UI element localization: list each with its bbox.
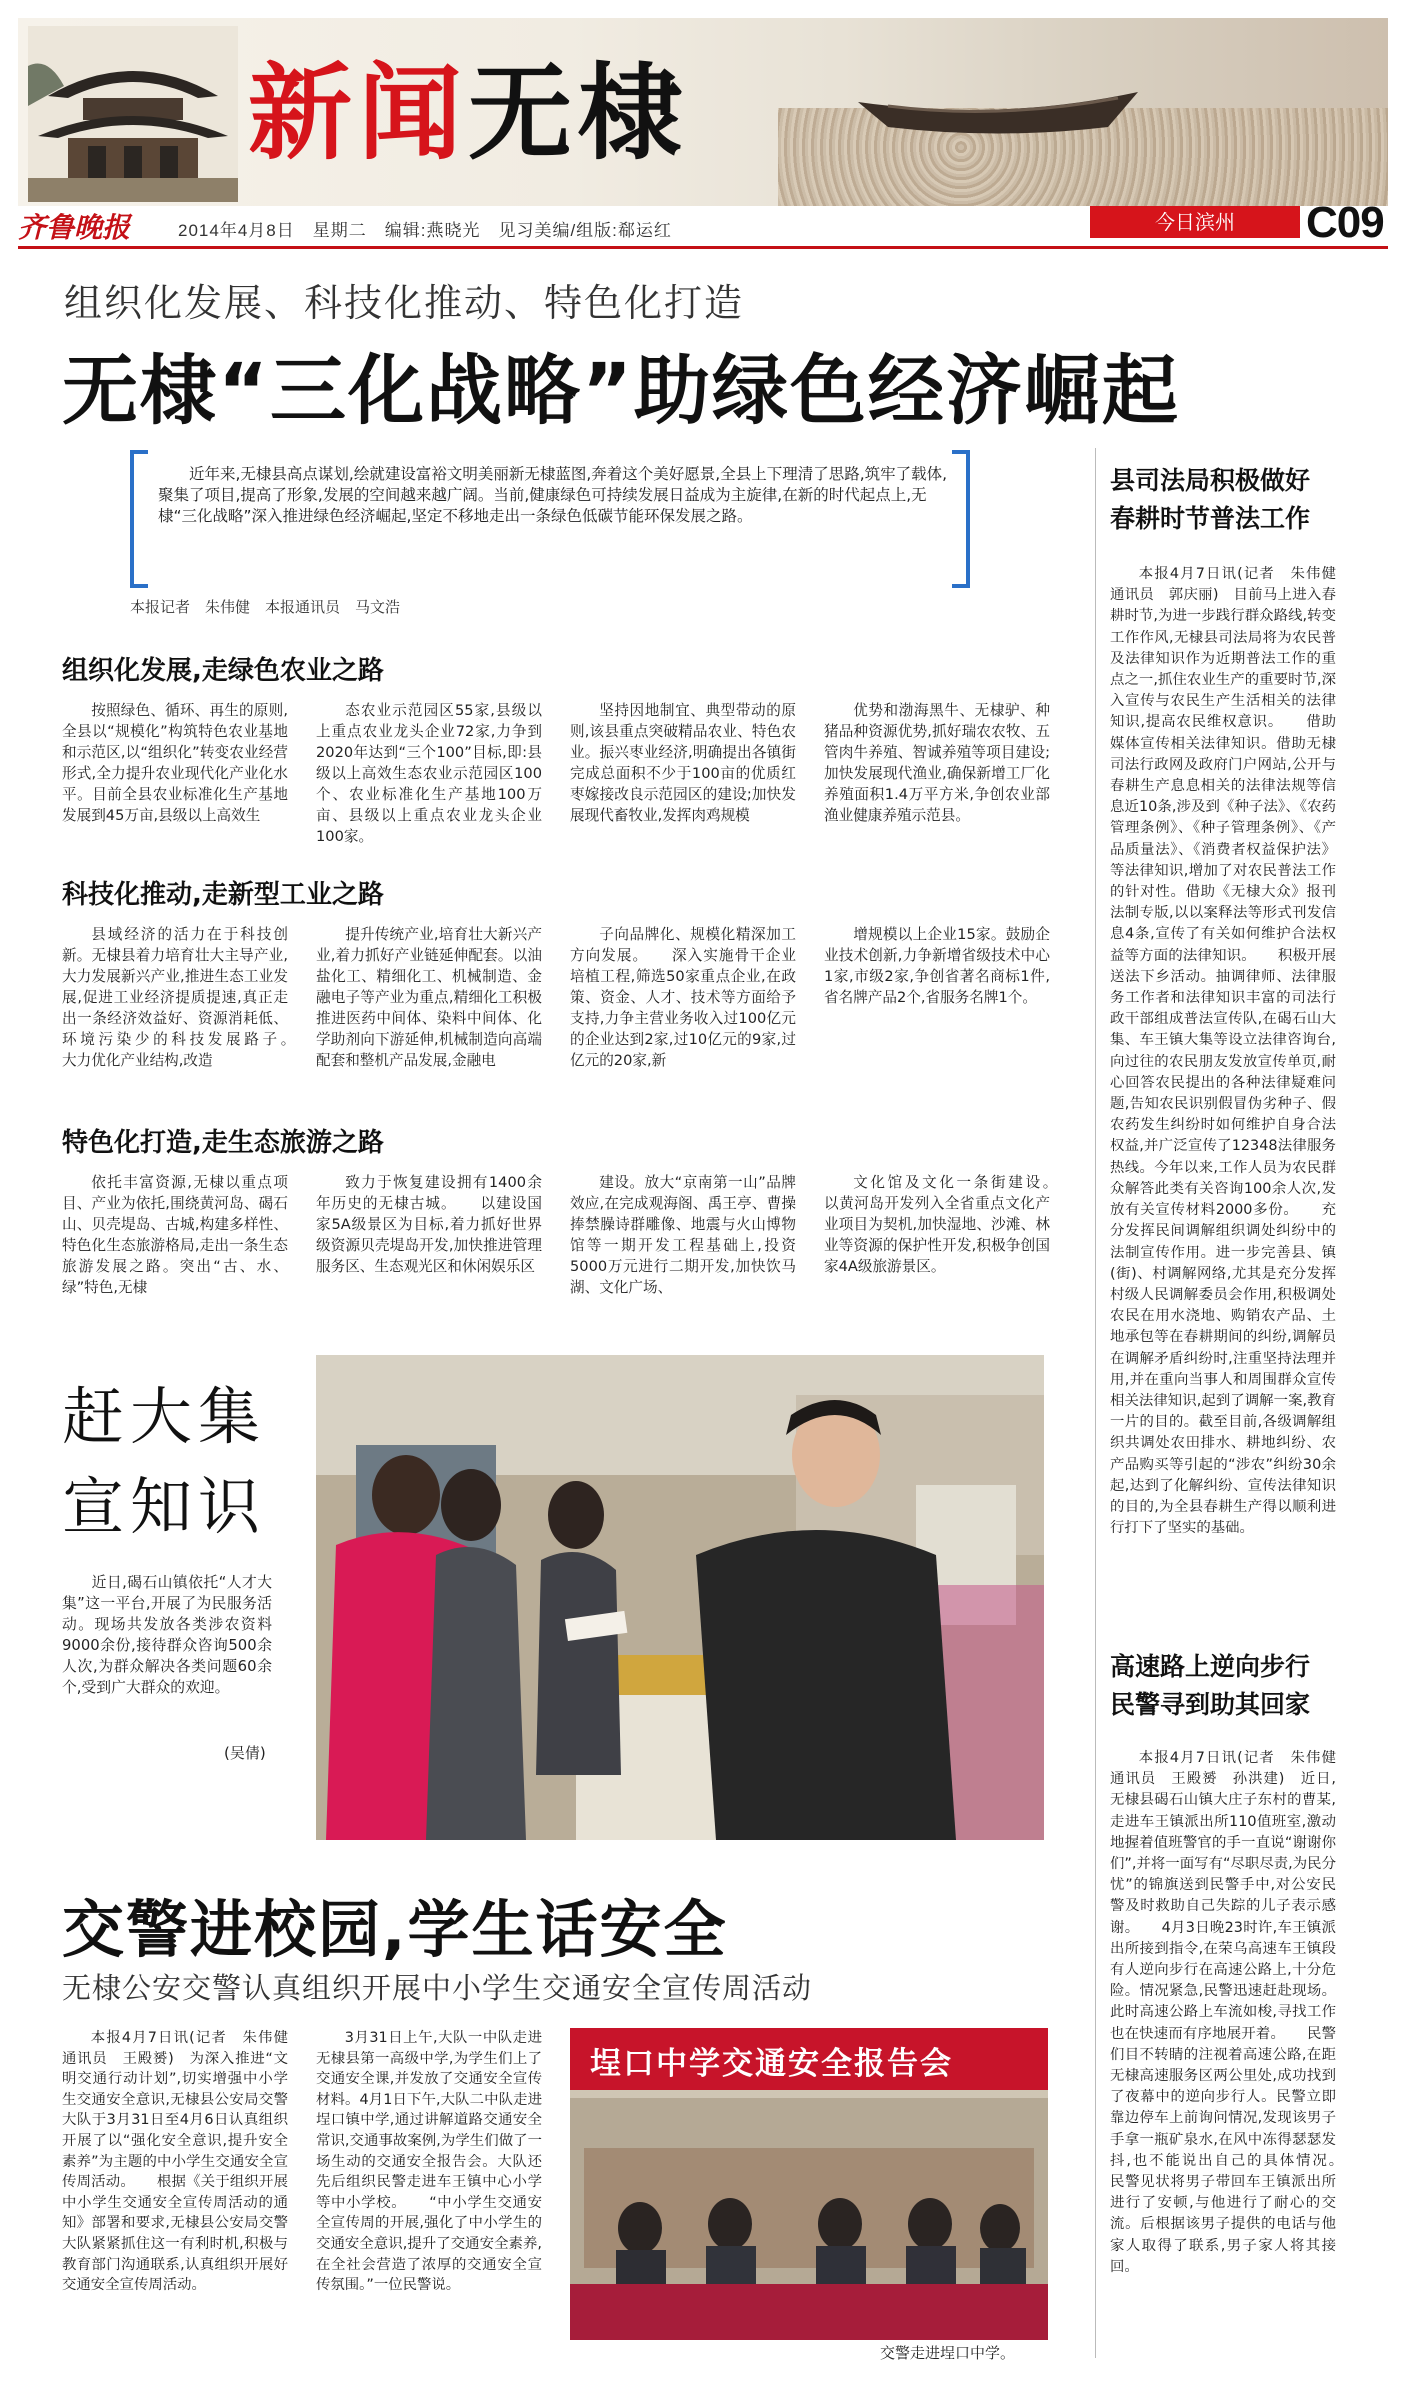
masthead-banner <box>18 18 1388 206</box>
traffic-col-1: 本报4月7日讯(记者 朱伟健 通讯员 王殿赟) 为深入推进“文明交通行动计划”,切实增强中小学生交通安全意识,无棣县公安局交警大队于3月31日至4月6日认真组织开展了以“强化安全意识,提升安全素养”为主题的中小学生交通安全宣传周活动。 根据《关于组织开展中小学生交通安全宣传周活动的通知》部署和要求,无棣县公安局交警大队紧紧抓住这一有利时机,积极与教育部门沟通联系,认真组织开展好交通安全宣传周活动。 <box>62 2030 303 2294</box>
photo-story-body: 近日,碣石山镇依托“人才大集”这一平台,开展了为民服务活动。现场共发放各类涉农资料9000余份,接待群众咨询500余人次,为群众解决各类问题60余个,受到广大群众的欢迎。 <box>62 1574 272 1696</box>
agriculture-col-2: 态农业示范园区55家,县级以上重点农业龙头企业72家,力争到2020年达到“三个100”目标,即:县级以上高效生态农业示范园区100个、农业标准化生产基地100万亩、县级以上重点农业龙头企业100家。 <box>316 702 542 845</box>
industry-col-4: 增规模以上企业15家。鼓励企业技术创新,力争新增省级技术中心1家,市级2家,争创省著名商标1件,省名牌产品2个,省服务名牌1个。 <box>824 926 1050 1006</box>
sidebar-1-title-line-2: 春耕时节普法工作 <box>1110 504 1311 533</box>
bracket-right <box>952 450 970 588</box>
industry-col-1: 县域经济的活力在于科技创新。无棣县着力培育壮大主导产业,大力发展新兴产业,推进生态工业发展,促进工业经济提质提速,真正走出一条经济效益好、资源消耗低、环境污染少的科技发展路子。 大力优化产业结构,改造 <box>62 926 318 1069</box>
lead-kicker: 组织化发展、科技化推动、特色化打造 <box>64 281 745 325</box>
section-heading-industry: 科技化推动,走新型工业之路 <box>62 880 384 910</box>
dateline: 2014年4月8日 星期二 编辑:燕晓光 见习美编/组版:郗运红 <box>178 221 672 240</box>
industry-col-2: 提升传统产业,培育壮大新兴产业,着力抓好产业链延伸配套。以油盐化工、精细化工、机械制造、金融电子等产业为重点,精细化工积极推进医药中间体、染料中间体、化学助剂向下游延伸,机械制造向高端配套和整机产品发展,金融电 <box>316 926 542 1069</box>
school-photo-caption: 交警走进埕口中学。 <box>880 2344 1016 2362</box>
masthead-title-black: 无棣 <box>468 52 689 174</box>
sidebar-2-body: 本报4月7日讯(记者 朱伟健 通讯员 王殿赟 孙洪建) 近日,无棣县碣石山镇大庄子东村的曹某,走进车王镇派出所110值班室,激动地握着值班警官的手一直说“谢谢你们”,并将一面写有“尽职尽责,为民分忧”的锦旗送到民警手中,对公安民警及时救助自己失踪的儿子表示感谢。 4月3日晚23时许,车王镇派出所接到指令,在荣乌高速车王镇段有人逆向步行在高速公路上,十分危险。情况紧急,民警迅速赶赴现场。此时高速公路上车流如梭,寻找工作也在快速而有序地展开着。 民警们目不转睛的注视着高速公路,在距无棣高速服务区两公里处,成功找到了夜幕中的逆向步行人。民警立即靠边停车上前询问情况,发现该男子手拿一瓶矿泉水,在风中冻得瑟瑟发抖,也不能说出自己的具体情况。 民警见状将男子带回车王镇派出所进行了安顿,与他进行了耐心的交流。后根据该男子提供的电话与他家人取得了联系,男子家人将其接回。 <box>1110 1750 1365 2275</box>
masthead-title-red: 新闻 <box>248 52 469 174</box>
tourism-col-4: 文化馆及文化一条街建设。 以黄河岛开发列入全省重点文化产业项目为契机,加快湿地、沙滩、林业等资源的保护性开发,积极争创国家4A级旅游景区。 <box>824 1174 1080 1275</box>
section-tab: 今日滨州 <box>1090 206 1300 238</box>
masthead-title <box>248 53 688 173</box>
sidebar-2-title <box>1110 1648 1310 1724</box>
school-photo <box>570 2028 1048 2340</box>
sidebar-1-title <box>1110 462 1310 538</box>
photo-story-title <box>62 1372 266 1552</box>
lead-intro-box <box>130 450 970 580</box>
school-banner-text: 埕口中学交通安全报告会 <box>590 2046 953 2082</box>
tourism-col-1: 依托丰富资源,无棣以重点项目、产业为依托,围绕黄河岛、碣石山、贝壳堤岛、古城,构建多样性、特色化生态旅游格局,走出一条生态旅游发展之路。突出“古、水、绿”特色,无棣 <box>62 1174 288 1296</box>
sidebar-2-title-line-2: 民警寻到助其回家 <box>1110 1690 1311 1719</box>
industry-col-3: 子向品牌化、规模化精深加工方向发展。 深入实施骨干企业培植工程,筛选50家重点企业,在政策、资金、人才、技术等方面给予支持,力争主营业务收入过100亿元的企业达到2家,过10亿元的9家,过亿元的20家,新 <box>570 926 796 1069</box>
traffic-col-2: 3月31日上午,大队一中队走进无棣县第一高级中学,为学生们上了交通安全课,并发放了交通安全宣传材料。4月1日下午,大队二中队走进埕口镇中学,通过讲解道路交通安全常识,交通事故案例,为学生们做了一场生动的交通安全报告会。大队还先后组织民警走进车王镇中心小学等中小学校。 “中小学生交通安全宣传周的开展,强化了中小学生的交通安全意识,提升了交通安全素养,在全社会营造了浓厚的交通安全宣传氛围。”一位民警说。 <box>316 2030 542 2294</box>
agriculture-col-3: 坚持因地制宜、典型带动的原则,该县重点突破精品农业、特色农业。振兴枣业经济,明确提出各镇街完成总面积不少于100亩的优质红枣嫁接改良示范园区的建设;加快发展现代畜牧业,发挥肉鸡规模 <box>570 702 796 824</box>
traffic-headline: 交警进校园,学生话安全 <box>62 1893 728 1966</box>
traffic-subhead: 无棣公安交警认真组织开展中小学生交通安全宣传周活动 <box>62 1971 813 2005</box>
lead-byline: 本报记者 朱伟健 本报通讯员 马文浩 <box>130 598 401 616</box>
photo-story-title-line-2: 宣知识 <box>62 1470 267 1543</box>
column-divider <box>1095 448 1096 2358</box>
section-heading-tourism: 特色化打造,走生态旅游之路 <box>62 1128 384 1158</box>
lead-headline: 无棣“三化战略”助绿色经济崛起 <box>62 346 1180 435</box>
page-number: C09 <box>1306 198 1384 247</box>
bracket-left <box>130 450 148 588</box>
agriculture-col-4: 优势和渤海黑牛、无棣驴、种猪品种资源优势,抓好瑞农农牧、五管肉牛养殖、智诚养殖等项目建设;加快发展现代渔业,确保新增工厂化养殖面积1.4万平方米,争创农业部渔业健康养殖示范县。 <box>824 702 1050 824</box>
lead-intro: 近年来,无棣县高点谋划,绘就建设富裕文明美丽新无棣蓝图,奔着这个美好愿景,全县上下理清了思路,筑牢了载体,聚集了项目,提高了形象,发展的空间越来越广阔。当前,健康绿色可持续发展日益成为主旋律,在新的时代起点上,无棣“三化战略”深入推进绿色经济崛起,坚定不移地走出一条绿色低碳节能环保发展之路。 <box>158 465 948 525</box>
agriculture-col-1: 按照绿色、循环、再生的原则,全县以“规模化”构筑特色农业基地和示范区,以“组织化”转变农业经营形式,全力提升农业现代化产业化水平。目前全县农业标准化生产基地发展到45万亩,县级以上高效生 <box>62 702 288 824</box>
market-photo <box>316 1355 1044 1840</box>
sidebar-1-body: 本报4月7日讯(记者 朱伟健 通讯员 郭庆丽) 目前马上进入春耕时节,为进一步践行群众路线,转变工作作风,无棣县司法局将为农民普及法律知识作为近期普法工作的重点之一,抓住农业生产的重要时节,深入宣传与农民生产生活相关的法律知识,提高农民维权意识。 借助媒体宣传相关法律知识。借助无棣司法行政网及政府门户网站,公开与春耕生产息息相关的法律法规等信息近10条,涉及到《种子法》、《农药管理条例》、《种子管理条例》、《产品质量法》、《消费者权益保护法》等法律知识,增加了对农民普法工作的针对性。借助《无棣大众》报刊法制专版,以以案释法等形式刊发信息4条,宣传了有关如何维护合法权益等方面的法律知识。 积极开展送法下乡活动。抽调律师、法律服务工作者和法律知识丰富的司法行政干部组成普法宣传队,在碣石山大集、车王镇大集等设立法律咨询台,向过往的农民朋友发放宣传单页,耐心回答农民提出的各种法律疑难问题,告知农民识别假冒伪劣种子、假农药发生纠纷时如何维护自身合法权益,并广泛宣传了12348法律服务热线。今年以来,工作人员为农民群众解答此类有关咨询100余人次,发放有关宣传材料2000多份。 充分发挥民间调解组织调处纠纷中的法制宣传作用。进一步完善县、镇(街)、村调解网络,尤其是充分发挥村级人民调解委员会作用,积极调处农民在用水浇地、购销农产品、土地承包等在春耕期间的纠纷,调解员在调解矛盾纠纷时,注重坚持法理并用,并在重向当事人和周围群众宣传相关法律知识,起到了调解一案,教育一片的目的。截至目前,各级调解组织共调处农田排水、耕地纠纷、农产品购买等引起的“涉农”纠纷30余起,达到了化解纠纷、宣传法律知识的目的,为全县春耕生产得以顺利进行打下了坚实的基础。 <box>1110 566 1351 1537</box>
section-heading-agriculture: 组织化发展,走绿色农业之路 <box>62 656 384 686</box>
pagoda-illustration <box>28 26 238 202</box>
sidebar-2-title-line-1: 高速路上逆向步行 <box>1110 1652 1311 1681</box>
boat-illustration <box>848 82 1148 142</box>
paper-logo: 齐鲁晚报 <box>18 211 131 244</box>
tourism-col-3: 建设。放大“京南第一山”品牌效应,在完成观海阁、禹王亭、曹操捧禁臊诗群雕像、地震与火山博物馆等一期开发工程基础上,投资5000万元进行二期开发,加快饮马湖、文化广场、 <box>570 1174 796 1296</box>
sidebar-1-title-line-1: 县司法局积极做好 <box>1110 466 1311 495</box>
photo-story-author: (吴倩) <box>224 1744 266 1762</box>
tourism-col-2: 致力于恢复建设拥有1400余年历史的无棣古城。 以建设国家5A级景区为目标,着力抓好世界级资源贝壳堤岛开发,加快推进管理服务区、生态观光区和休闲娱乐区 <box>316 1174 542 1275</box>
photo-story-title-line-1: 赶大集 <box>62 1380 267 1453</box>
